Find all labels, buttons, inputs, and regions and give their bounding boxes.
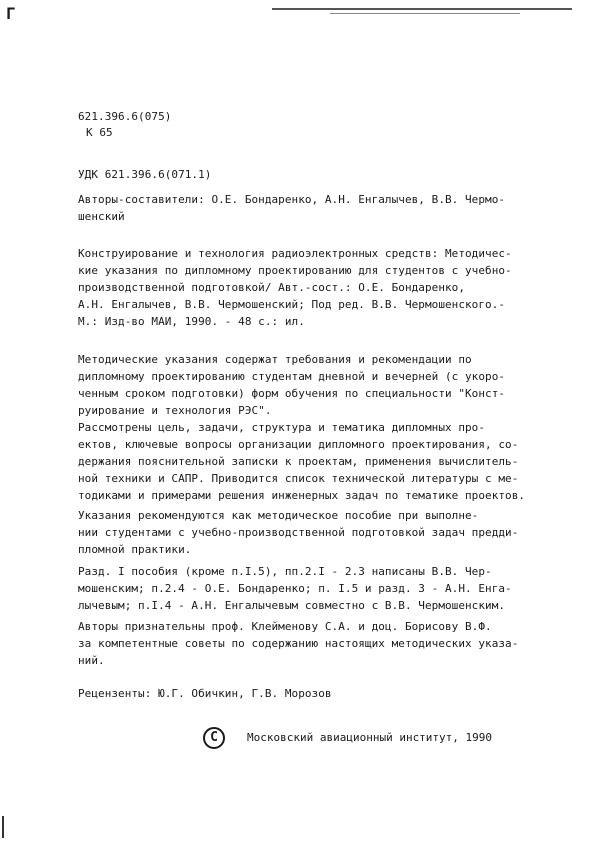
- abstract-line: лычевым; п.I.4 - А.Н. Енгалычевым совместно с В.В. Чермошенским.: [78, 599, 506, 612]
- abstract-line: ной техники и САПР. Приводится список технической литературы с ме-: [78, 472, 519, 485]
- abstract-line: ченным сроком подготовки) форм обучения по специальности "Конст-: [78, 387, 506, 400]
- abstract-line: руирование и технология РЭС".: [78, 404, 272, 417]
- scan-corner-mark: Г: [6, 4, 16, 23]
- abstract-line: дипломному проектированию студентам дневной и вечерней (с укоро-: [78, 370, 506, 383]
- scan-top-stroke-secondary: [330, 13, 520, 14]
- bibliographic-line: М.: Изд-во МАИ, 1990. - 48 с.: ил.: [78, 315, 305, 328]
- abstract-line: Методические указания содержат требования и рекомендации по: [78, 353, 472, 366]
- bibliographic-line: А.Н. Енгалычев, В.В. Чермошенский; Под ред. В.В. Чермошенского.-: [78, 298, 506, 311]
- bibliographic-line: Конструирование и технология радиоэлектронных средств: Методичес-: [78, 247, 512, 260]
- copyright-icon: С: [203, 727, 225, 749]
- abstract-line: Рассмотрены цель, задачи, структура и тематика дипломных про-: [78, 421, 486, 434]
- abstract-line: ектов, ключевые вопросы организации дипломного проектирования, со-: [78, 438, 519, 451]
- abstract-line: тодиками и примерами решения инженерных задач по тематике проектов.: [78, 489, 526, 502]
- abstract-line: пломной практики.: [78, 543, 192, 556]
- bbk-index-code: 621.396.6(075): [78, 110, 172, 123]
- abstract-line: Авторы признательны проф. Клейменову С.А. и доц. Борисову В.Ф.: [78, 620, 492, 633]
- abstract-line: за компетентные советы по содержанию настоящих методических указа-: [78, 637, 519, 650]
- authors-line: шенский: [78, 210, 125, 223]
- publisher-line: Московский авиационный институт, 1990: [247, 731, 493, 744]
- abstract-line: ний.: [78, 654, 105, 667]
- authors-line: Авторы-составители: О.Е. Бондаренко, А.Н. Енгалычев, В.В. Чермо-: [78, 193, 506, 206]
- abstract-line: Указания рекомендуются как методическое пособие при выполне-: [78, 509, 479, 522]
- abstract-line: Разд. I пособия (кроме п.I.5), пп.2.I - 2.3 написаны В.В. Чер-: [78, 565, 492, 578]
- udc-code: УДК 621.396.6(071.1): [78, 168, 212, 181]
- bibliographic-line: кие указания по дипломному проектированию для студентов с учебно-: [78, 264, 512, 277]
- scan-top-stroke: [272, 8, 572, 10]
- shelf-code: К 65: [86, 126, 113, 139]
- abstract-line: мошенским; п.2.4 - О.Е. Бондаренко; п. I.5 и разд. 3 - А.Н. Енга-: [78, 582, 512, 595]
- abstract-line: нии студентами с учебно-производственной подготовкой задач предди-: [78, 526, 519, 539]
- bibliographic-line: производственной подготовкой/ Авт.-сост.: О.Е. Бондаренко,: [78, 281, 466, 294]
- scan-left-edge-mark: [2, 816, 4, 838]
- abstract-line: держания пояснительной записки к проектам, применения вычислитель-: [78, 455, 519, 468]
- reviewers-line: Рецензенты: Ю.Г. Обичкин, Г.В. Морозов: [78, 687, 332, 700]
